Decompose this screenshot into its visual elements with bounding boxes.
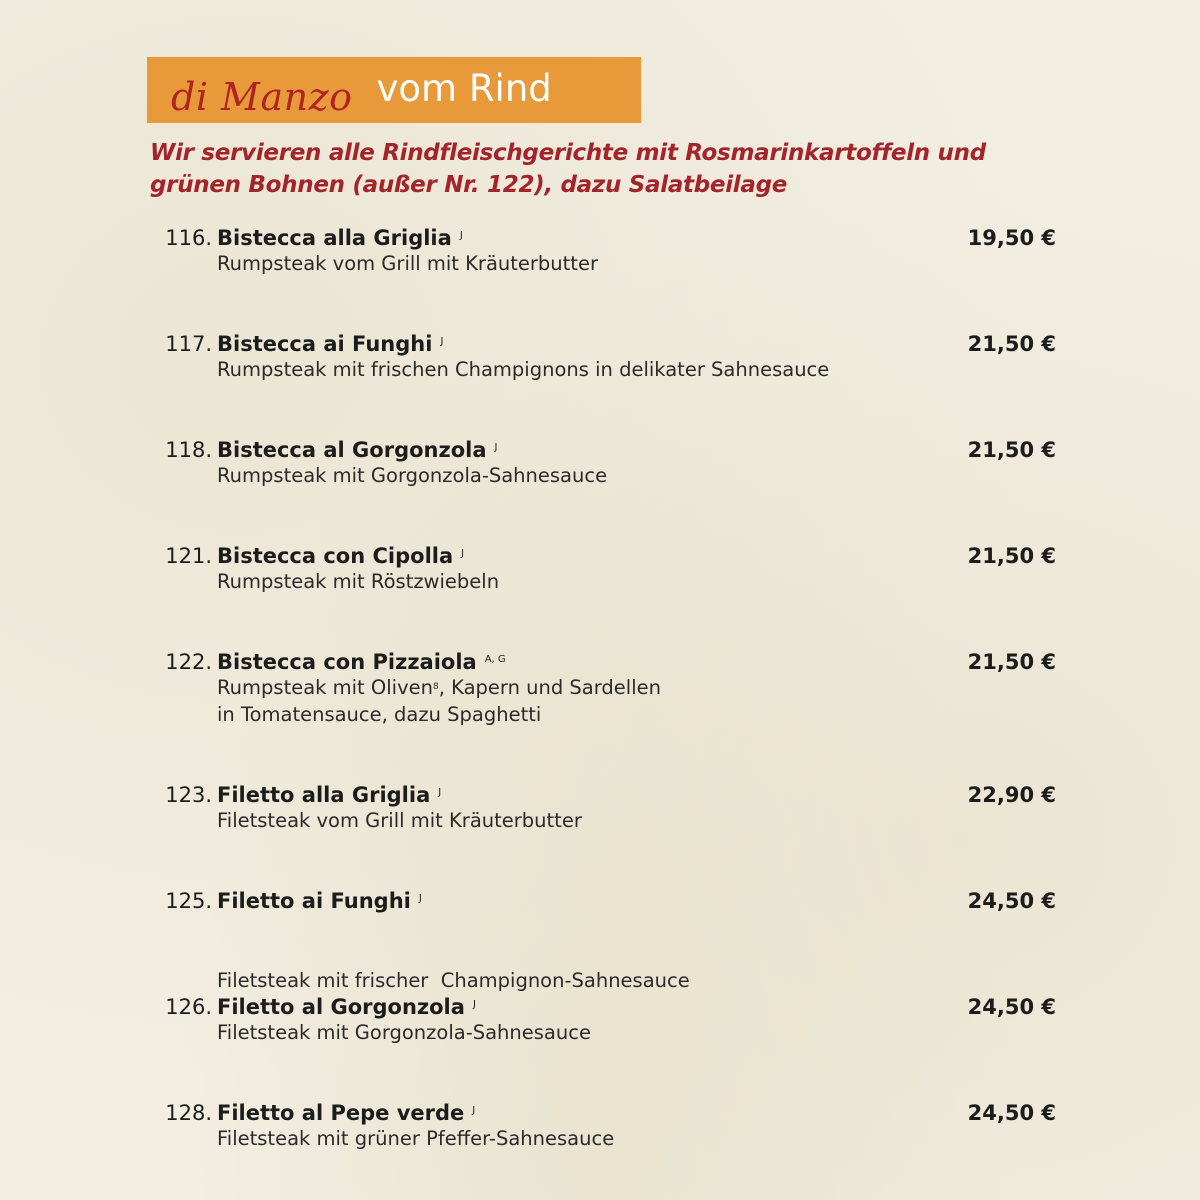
item-description: Filetsteak mit grüner Pfeffer-Sahnesauce (217, 1127, 615, 1150)
allergen-note: J (438, 787, 442, 798)
item-number: 121. (165, 544, 212, 568)
item-description: Filetsteak mit Gorgonzola-Sahnesauce (217, 1021, 591, 1044)
item-number: 126. (165, 995, 212, 1019)
section-intro (150, 137, 1050, 201)
item-price: 24,50 € (967, 995, 1056, 1019)
allergen-note: A, G (484, 654, 506, 665)
item-description: Filetsteak vom Grill mit Kräuterbutter (217, 809, 582, 832)
section-title-banner (147, 57, 641, 123)
item-name: Bistecca al Gorgonzola $^J$ (217, 438, 498, 462)
item-description: Rumpsteak mit Röstzwiebeln (217, 570, 500, 593)
item-description: Filetsteak mit frischer Champignon-Sahnesauce (217, 969, 690, 992)
intro-line: grünen Bohnen (außer Nr. 122), dazu Salatbeilage (150, 172, 788, 198)
footnote-marker: 8 (433, 682, 439, 692)
item-name: Filetto alla Griglia $^J$ (217, 783, 442, 807)
item-name: Filetto ai Funghi $^J$ (217, 889, 422, 913)
item-number: 125. (165, 889, 212, 913)
allergen-note: J (472, 1105, 476, 1116)
item-price: 21,50 € (967, 438, 1056, 462)
item-name: Filetto al Gorgonzola $^J$ (217, 995, 476, 1019)
item-number: 128. (165, 1101, 212, 1125)
item-description: Rumpsteak mit Oliven$^8$, Kapern und Sardellen in Tomatensauce, dazu Spaghetti (217, 676, 661, 726)
item-number: 116. (165, 226, 212, 250)
item-price: 21,50 € (967, 544, 1056, 568)
allergen-note: J (472, 999, 476, 1010)
item-number: 118. (165, 438, 212, 462)
item-price: 19,50 € (967, 226, 1056, 250)
item-description: Rumpsteak vom Grill mit Kräuterbutter (217, 252, 598, 275)
item-price: 24,50 € (967, 1101, 1056, 1125)
allergen-note: J (461, 548, 465, 559)
item-name: Bistecca alla Griglia $^J$ (217, 226, 463, 250)
allergen-note: J (418, 893, 422, 904)
item-price: 22,90 € (967, 783, 1056, 807)
item-description: Rumpsteak mit frischen Champignons in delikater Sahnesauce (217, 358, 830, 381)
item-number: 122. (165, 650, 212, 674)
allergen-note: J (459, 230, 463, 241)
item-number: 123. (165, 783, 212, 807)
item-name: Bistecca con Pizzaiola $^{A, G}$ (217, 650, 506, 674)
item-name: Filetto al Pepe verde $^J$ (217, 1101, 476, 1125)
item-price: 21,50 € (967, 332, 1056, 356)
item-number: 117. (165, 332, 212, 356)
allergen-note: J (494, 442, 498, 453)
item-name: Bistecca con Cipolla $^J$ (217, 544, 465, 568)
item-name: Bistecca ai Funghi $^J$ (217, 332, 444, 356)
item-description: Rumpsteak mit Gorgonzola-Sahnesauce (217, 464, 608, 487)
allergen-note: J (440, 336, 444, 347)
section-title-italian: di Manzo (171, 75, 353, 119)
item-price: 24,50 € (967, 889, 1056, 913)
item-price: 21,50 € (967, 650, 1056, 674)
intro-line: Wir servieren alle Rindfleischgerichte mit Rosmarinkartoffeln und (150, 140, 986, 166)
section-title-german: vom Rind (376, 66, 552, 110)
